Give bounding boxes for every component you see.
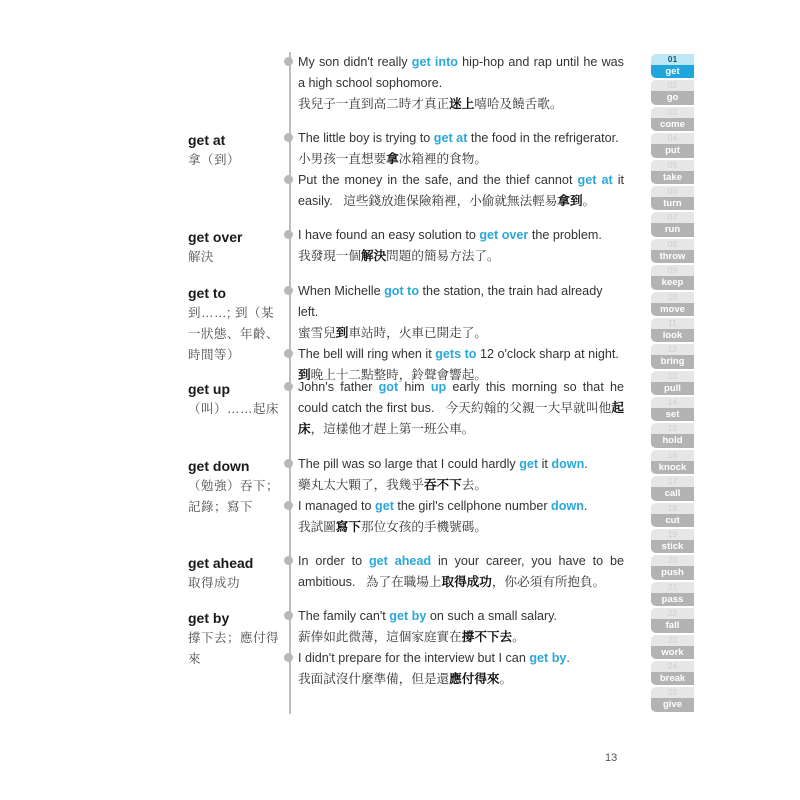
example-en: John's father got him up early this morning so that he could catch the first bus. 今天約翰的父親一大早就叫他起床，這樣他才趕上第一班公車。 — [298, 377, 624, 440]
examples-get-ahead — [298, 551, 624, 593]
tab-word: come — [651, 118, 694, 131]
chapter-tab-stick[interactable] — [651, 529, 694, 553]
tab-number: 06 — [651, 186, 694, 197]
chapter-tab-hold[interactable] — [651, 423, 694, 447]
tab-word: hold — [651, 434, 694, 447]
tab-number: 08 — [651, 239, 694, 250]
gloss: （勉強）吞下；記錄；寫下 — [188, 479, 280, 514]
tab-word: call — [651, 487, 694, 500]
chapter-tab-throw[interactable] — [651, 239, 694, 263]
chapter-tab-keep[interactable] — [651, 265, 694, 289]
chapter-tab-pass[interactable] — [651, 582, 694, 606]
tab-number: 16 — [651, 450, 694, 461]
example-zh: 蜜雪兒到車站時，火車已開走了。 — [298, 326, 487, 340]
example-en: In order to get ahead in your career, you have to be ambitious. 為了在職場上取得成功，你必須有所抱負。 — [298, 551, 624, 593]
term: get over — [188, 229, 243, 245]
examples-get-at — [298, 128, 624, 212]
tab-word: break — [651, 672, 694, 685]
bullet-icon — [284, 57, 293, 66]
example-en: My son didn't really get into hip-hop and rap until he was a high school sophomore. — [298, 52, 624, 94]
example-en: Put the money in the safe, and the thief cannot get at it easily. 這些錢放進保險箱裡，小偷就無法輕易拿到。 — [298, 170, 624, 212]
tab-number: 12 — [651, 344, 694, 355]
chapter-tab-push[interactable] — [651, 555, 694, 579]
bullet-icon — [284, 611, 293, 620]
tab-word: work — [651, 646, 694, 659]
tab-number: 20 — [651, 555, 694, 566]
gloss: 到……; 到（某一狀態、年齡、時間等） — [188, 306, 280, 362]
tab-word: throw — [651, 250, 694, 263]
tab-number: 10 — [651, 292, 694, 303]
chapter-tab-move[interactable] — [651, 292, 694, 316]
bullet-icon — [284, 286, 293, 295]
gloss: 取得成功 — [188, 576, 241, 590]
bullet-icon — [284, 230, 293, 239]
tab-word: pass — [651, 593, 694, 606]
tab-word: get — [651, 65, 694, 78]
examples-get-by — [298, 606, 624, 690]
chapter-tab-put[interactable] — [651, 133, 694, 157]
chapter-tab-call[interactable] — [651, 476, 694, 500]
entry-head-get-at — [188, 130, 283, 171]
term: get up — [188, 381, 230, 397]
chapter-tab-knock[interactable] — [651, 450, 694, 474]
example-zh: 薪俸如此微薄，這個家庭實在撐不下去。 — [298, 630, 525, 644]
chapter-tabs — [651, 54, 694, 714]
chapter-tab-get[interactable] — [651, 54, 694, 78]
tab-word: keep — [651, 276, 694, 289]
tab-number: 24 — [651, 661, 694, 672]
tab-word: knock — [651, 461, 694, 474]
tab-word: bring — [651, 355, 694, 368]
chapter-tab-fall[interactable] — [651, 608, 694, 632]
term: get at — [188, 132, 226, 148]
bullet-icon — [284, 459, 293, 468]
chapter-tab-turn[interactable] — [651, 186, 694, 210]
examples-get-into — [298, 52, 624, 115]
chapter-tab-look[interactable] — [651, 318, 694, 342]
gloss: （叫）……起床 — [188, 402, 280, 416]
term: get down — [188, 458, 250, 474]
tab-number: 02 — [651, 80, 694, 91]
entry-head-get-over — [188, 227, 283, 268]
chapter-tab-cut[interactable] — [651, 503, 694, 527]
tab-number: 18 — [651, 503, 694, 514]
chapter-tab-take[interactable] — [651, 160, 694, 184]
example-zh: 我兒子一直到高二時才真正迷上嘻哈及饒舌歌。 — [298, 97, 563, 111]
example-en: I have found an easy solution to get over the problem. — [298, 225, 624, 246]
tab-number: 11 — [651, 318, 694, 329]
entry-head-get-up — [188, 379, 283, 420]
tab-number: 15 — [651, 423, 694, 434]
example-zh: 我試圖寫下那位女孩的手機號碼。 — [298, 520, 487, 534]
tab-number: 21 — [651, 582, 694, 593]
tab-number: 14 — [651, 397, 694, 408]
chapter-tab-bring[interactable] — [651, 344, 694, 368]
tab-word: pull — [651, 382, 694, 395]
tab-number: 25 — [651, 687, 694, 698]
tab-word: put — [651, 144, 694, 157]
examples-get-down — [298, 454, 624, 538]
bullet-icon — [284, 556, 293, 565]
entry-head-get-ahead — [188, 553, 283, 594]
tab-word: turn — [651, 197, 694, 210]
chapter-tab-break[interactable] — [651, 661, 694, 685]
tab-number: 13 — [651, 371, 694, 382]
tab-word: take — [651, 171, 694, 184]
example-zh: 小男孩一直想要拿冰箱裡的食物。 — [298, 152, 487, 166]
gloss: 解決 — [188, 250, 215, 264]
tab-number: 22 — [651, 608, 694, 619]
example-en: The family can't get by on such a small salary. — [298, 606, 624, 627]
gloss: 撐下去；應付得來 — [188, 631, 280, 666]
bullet-icon — [284, 382, 293, 391]
page-number: 13 — [605, 752, 618, 764]
tab-word: give — [651, 698, 694, 711]
tab-number: 17 — [651, 476, 694, 487]
example-en: The pill was so large that I could hardly get it down. — [298, 454, 624, 475]
bullet-icon — [284, 175, 293, 184]
chapter-tab-give[interactable] — [651, 687, 694, 711]
bullet-icon — [284, 133, 293, 142]
bullet-icon — [284, 349, 293, 358]
examples-get-to — [298, 281, 624, 386]
tab-number: 04 — [651, 133, 694, 144]
tab-word: run — [651, 223, 694, 236]
example-en: I managed to get the girl's cellphone number down. — [298, 496, 624, 517]
term: get ahead — [188, 555, 254, 571]
example-zh: 我面試沒什麼準備，但是還應付得來。 — [298, 672, 513, 686]
example-en: The bell will ring when it gets to 12 o'clock sharp at night. — [298, 344, 624, 365]
term: get to — [188, 285, 227, 301]
tab-number: 05 — [651, 160, 694, 171]
tab-word: set — [651, 408, 694, 421]
tab-number: 09 — [651, 265, 694, 276]
entry-head-get-by — [188, 608, 283, 670]
example-zh: 我發現一個解決問題的簡易方法了。 — [298, 249, 500, 263]
example-en: When Michelle got to the station, the train had already left. — [298, 281, 624, 323]
tab-word: fall — [651, 619, 694, 632]
chapter-tab-work[interactable] — [651, 635, 694, 659]
gloss: 拿（到） — [188, 153, 241, 167]
chapter-tab-run[interactable] — [651, 212, 694, 236]
chapter-tab-pull[interactable] — [651, 371, 694, 395]
bullet-icon — [284, 653, 293, 662]
chapter-tab-go[interactable] — [651, 80, 694, 104]
example-zh: 藥丸太大顆了，我幾乎吞不下去。 — [298, 478, 487, 492]
tab-word: look — [651, 329, 694, 342]
tab-number: 19 — [651, 529, 694, 540]
tab-number: 03 — [651, 107, 694, 118]
example-en: I didn't prepare for the interview but I can get by. — [298, 648, 624, 669]
example-zh: 到晚上十二點整時，鈴聲會響起。 — [298, 368, 487, 382]
example-en: The little boy is trying to get at the food in the refrigerator. — [298, 128, 624, 149]
tab-number: 23 — [651, 635, 694, 646]
tab-word: push — [651, 566, 694, 579]
tab-number: 01 — [651, 54, 694, 65]
examples-get-over — [298, 225, 624, 267]
chapter-tab-come[interactable] — [651, 107, 694, 131]
bullet-icon — [284, 501, 293, 510]
tab-word: go — [651, 91, 694, 104]
entry-head-get-to — [188, 283, 283, 366]
examples-get-up — [298, 377, 624, 440]
tab-word: cut — [651, 514, 694, 527]
entry-head-get-down — [188, 456, 283, 518]
chapter-tab-set[interactable] — [651, 397, 694, 421]
tab-word: move — [651, 303, 694, 316]
tab-number: 07 — [651, 212, 694, 223]
tab-word: stick — [651, 540, 694, 553]
term: get by — [188, 610, 230, 626]
